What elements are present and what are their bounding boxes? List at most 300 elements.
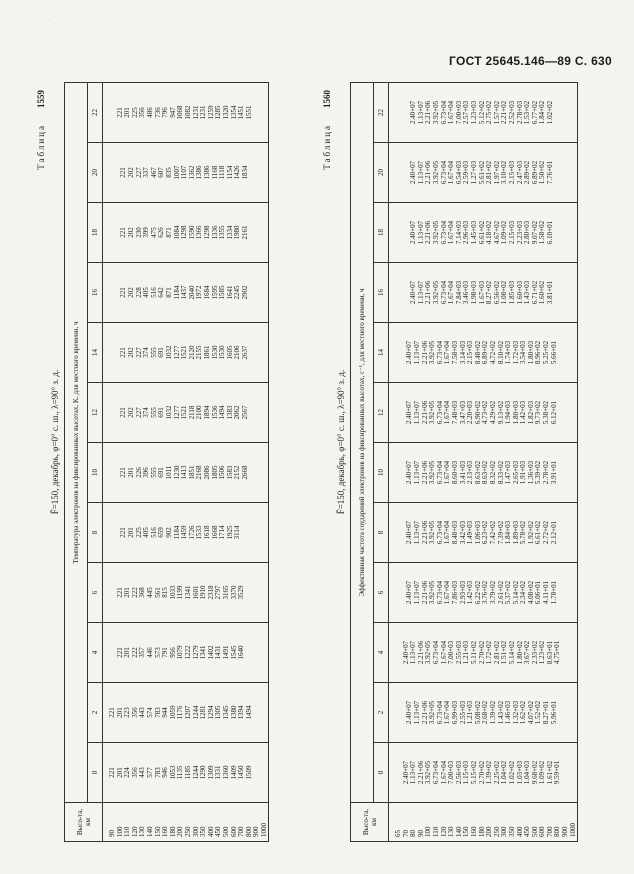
value-cell: 1207 — [183, 705, 192, 720]
value-cell: 2245 — [233, 285, 242, 300]
value-cell: 1068 — [176, 105, 185, 120]
value-cell: 2120 — [187, 345, 196, 360]
value-cell: 3.46+03 — [462, 280, 471, 305]
hour-header: 10 — [374, 443, 389, 503]
value-cell: 5.14+02 — [511, 580, 520, 605]
value-cell: 1.42+03 — [519, 400, 528, 425]
height-cell: 140 — [454, 826, 463, 837]
value-column — [389, 443, 578, 503]
value-cell: 1033 — [168, 585, 177, 600]
value-cell: 2.40+07 — [405, 340, 414, 365]
value-cell: 3.92+05 — [428, 580, 437, 605]
value-cell: 6.73+04 — [439, 160, 448, 185]
value-cell: 3.92+05 — [428, 400, 437, 425]
value-cell: 1426 — [233, 165, 242, 180]
hour-header: 0 — [88, 743, 103, 803]
value-column — [103, 143, 269, 203]
value-cell: 6.90+02 — [473, 400, 482, 425]
value-cell: 6.06+01 — [534, 580, 543, 605]
value-cell: 796 — [161, 107, 170, 118]
value-cell: 2902 — [240, 285, 249, 300]
value-cell: 7.58+03 — [450, 340, 459, 365]
value-cell: 1536 — [210, 405, 219, 420]
value-cell: 3114 — [233, 525, 242, 540]
value-cell: 227 — [134, 167, 143, 178]
hour-header: 4 — [374, 623, 389, 683]
value-cell: 2.21+06 — [420, 520, 429, 545]
value-cell: 1.03+03 — [515, 760, 524, 785]
value-cell: 374 — [142, 407, 151, 418]
height-cell: 80 — [409, 830, 418, 837]
value-cell: 5.12+02 — [477, 100, 486, 125]
value-cell: 1281 — [199, 705, 208, 720]
value-cell: 555 — [149, 347, 158, 358]
height-cell: 140 — [145, 826, 154, 837]
value-cell: 4.73+02 — [481, 400, 490, 425]
table-label: Таблица — [36, 124, 46, 170]
value-cell: 2.21+06 — [424, 100, 433, 125]
value-cell: 2567 — [240, 405, 249, 420]
value-cell: 6.89+02 — [481, 340, 490, 365]
value-cell: 871 — [164, 287, 173, 298]
value-cell: 2.21+02 — [500, 100, 509, 125]
value-cell: 1294 — [206, 705, 215, 720]
hour-header: 8 — [88, 503, 103, 563]
value-cell — [249, 205, 257, 260]
value-cell: 2.47+03 — [515, 160, 524, 185]
value-cell — [249, 505, 257, 560]
value-cell: 1.84+02 — [538, 100, 547, 125]
hour-header: 16 — [88, 263, 103, 323]
value-cell: 3.92+05 — [424, 640, 433, 665]
value-cell: 1380 — [229, 705, 238, 720]
value-cell: 405 — [142, 287, 151, 298]
value-cell: 1383 — [225, 405, 234, 420]
value-cell: 1521 — [180, 345, 189, 360]
value-cell: 2.75+02 — [485, 100, 494, 125]
value-cell: 1334 — [225, 225, 234, 240]
value-cell: 2797 — [214, 585, 223, 600]
value-cell: 221 — [119, 467, 128, 478]
value-cell: 1.06+03 — [473, 520, 482, 545]
value-cell: 2161 — [240, 225, 249, 240]
value-cell: 1.46+03 — [504, 700, 513, 725]
value-cell: 1.45+03 — [469, 220, 478, 245]
value-cell: 1.13+07 — [412, 700, 421, 725]
value-cell: 555 — [149, 467, 158, 478]
value-cell: 1.42+03 — [466, 580, 475, 605]
value-cell: 228 — [134, 287, 143, 298]
value-cell: 2.21+06 — [420, 700, 429, 725]
value-cell: 2.40+07 — [409, 160, 418, 185]
value-cell: 6.22+02 — [473, 580, 482, 605]
value-cell: 1409 — [229, 765, 238, 780]
value-cell: 443 — [138, 767, 147, 778]
value-cell: 4.72+02 — [488, 340, 497, 365]
value-cell: 1.78+01 — [549, 580, 558, 605]
value-cell — [261, 745, 269, 800]
value-cell: 5.14+02 — [507, 640, 516, 665]
height-cell: 300 — [500, 826, 509, 837]
value-cell: 1053 — [168, 765, 177, 780]
height-cell: 90 — [108, 830, 116, 837]
value-cell: 1.43+03 — [523, 280, 532, 305]
value-cell: 2152 — [233, 465, 242, 480]
value-cell: 1640 — [237, 645, 246, 660]
value-column — [103, 323, 269, 383]
value-cell: 3.81+01 — [545, 280, 554, 305]
value-cell: 1583 — [225, 465, 234, 480]
value-cell — [558, 325, 566, 380]
height-cell: 1000 — [568, 823, 577, 837]
value-cell — [253, 625, 261, 680]
height-cell: 350 — [507, 826, 516, 837]
value-cell: 1.84+03 — [504, 520, 513, 545]
value-cell: 3.10+02 — [500, 160, 509, 185]
value-cell: 2.12+01 — [549, 520, 558, 545]
value-cell: 5.39+02 — [534, 460, 543, 485]
height-cell: 600 — [229, 826, 238, 837]
value-cell: 1.49+03 — [466, 520, 475, 545]
value-cell — [554, 205, 562, 260]
table-1559-block — [36, 82, 269, 842]
value-cell: 1726 — [187, 525, 196, 540]
height-cell: 130 — [447, 826, 456, 837]
value-cell: 691 — [157, 407, 166, 418]
value-cell — [562, 625, 570, 680]
value-cell: 659 — [157, 527, 166, 538]
value-cell: 1.13+07 — [412, 340, 421, 365]
value-cell: 1259 — [206, 105, 215, 120]
value-cell: 1.21+03 — [462, 640, 471, 665]
value-cell: 3.92+05 — [428, 520, 437, 545]
value-cell: 3.41+03 — [458, 460, 467, 485]
value-cell: 1199 — [176, 585, 185, 600]
value-cell: 1.80+03 — [526, 340, 535, 365]
value-cell: 3.91+01 — [549, 460, 558, 485]
value-cell: 221 — [115, 107, 124, 118]
value-cell — [558, 445, 566, 500]
value-cell: 2.40+07 — [409, 220, 418, 245]
value-cell: 1618 — [202, 525, 211, 540]
value-cell: 1.72+03 — [511, 340, 520, 365]
height-cell: 180 — [168, 826, 177, 837]
value-cell: 1.02+02 — [545, 100, 554, 125]
value-cell: 2.56+03 — [454, 760, 463, 785]
value-cell: 202 — [126, 227, 135, 238]
value-cell: 1494 — [218, 405, 227, 420]
height-cell: 500 — [221, 826, 230, 837]
value-cell: 374 — [142, 347, 151, 358]
value-cell: 2.55+03 — [458, 700, 467, 725]
height-cell: 400 — [206, 826, 215, 837]
hour-header: 12 — [374, 383, 389, 443]
value-cell: 2.57+03 — [462, 100, 471, 125]
value-cell: 9.68+02 — [530, 760, 539, 785]
value-cell: 1.50+02 — [538, 160, 547, 185]
value-cell: 1668 — [210, 525, 219, 540]
value-cell: 9.73+02 — [534, 400, 543, 425]
value-cell: 3.42+03 — [458, 520, 467, 545]
value-cell: 1.61+02 — [545, 760, 554, 785]
value-cell: 1.13+07 — [416, 280, 425, 305]
value-cell: 1980 — [233, 225, 242, 240]
hour-header: 14 — [88, 323, 103, 383]
height-cell: 500 — [530, 826, 539, 837]
value-cell — [249, 145, 257, 200]
value-cell: 1309 — [206, 765, 215, 780]
value-cell: 5.78+02 — [519, 520, 528, 545]
value-cell — [562, 745, 570, 800]
value-cell: 2.72+02 — [542, 520, 551, 545]
value-cell: 1354 — [229, 105, 238, 120]
value-cell: 7.00+03 — [447, 760, 456, 785]
value-cell: 356 — [130, 767, 139, 778]
value-cell: 5.66+01 — [549, 340, 558, 365]
value-cell: 1386 — [195, 165, 204, 180]
value-cell: 2.55+03 — [454, 640, 463, 665]
value-cell: 4.29+02 — [488, 400, 497, 425]
height-cell: 160 — [469, 826, 478, 837]
value-cell: 1277 — [172, 345, 181, 360]
value-cell: 3.76+02 — [481, 580, 490, 605]
value-cell: 691 — [157, 467, 166, 478]
hour-header: 10 — [88, 443, 103, 503]
table-title — [36, 82, 50, 842]
value-cell: 356 — [138, 107, 147, 118]
value-cell: 2.40+07 — [409, 280, 418, 305]
value-cell: 8.60+03 — [450, 460, 459, 485]
hour-header: 22 — [374, 83, 389, 143]
value-cell: 1.97+02 — [492, 160, 501, 185]
table-label: Таблица — [322, 124, 332, 170]
value-cell: 1.67+04 — [447, 220, 456, 245]
value-cell: 1.67+04 — [443, 400, 452, 425]
value-cell: 1.57+02 — [492, 100, 501, 125]
value-cell: 1.43+02 — [496, 700, 505, 725]
height-cell: 100 — [424, 826, 433, 837]
value-cell: 1.23+03 — [469, 100, 478, 125]
value-cell: 2.20+03 — [466, 400, 475, 425]
value-cell: 1.04+02 — [500, 760, 509, 785]
value-column — [103, 203, 269, 263]
hour-header: 4 — [88, 623, 103, 683]
value-cell: 783 — [153, 707, 162, 718]
hour-header: 6 — [374, 563, 389, 623]
value-cell: 1925 — [225, 525, 234, 540]
value-cell: 6.23+02 — [481, 520, 490, 545]
value-cell: 2.61+02 — [496, 580, 505, 605]
value-cell: 8.63+02 — [481, 460, 490, 485]
value-cell: 871 — [164, 227, 173, 238]
value-cell: 642 — [157, 287, 166, 298]
value-cell: 6.73+04 — [435, 460, 444, 485]
value-cell: 561 — [153, 587, 162, 598]
value-cell: 2.59+03 — [462, 160, 471, 185]
value-cell: 1530 — [210, 345, 219, 360]
value-cell: 2.52+03 — [507, 100, 516, 125]
value-cell: 3.14+03 — [458, 340, 467, 365]
value-cell: 1.13+07 — [416, 220, 425, 245]
hour-header: 20 — [374, 143, 389, 203]
value-column — [389, 203, 578, 263]
height-cell: 900 — [252, 826, 261, 837]
value-cell: 221 — [119, 287, 128, 298]
value-cell: 1.32+03 — [511, 700, 520, 725]
value-cell: 1.23+02 — [538, 640, 547, 665]
value-cell: 2.89+02 — [523, 160, 532, 185]
value-cell: 201 — [126, 467, 135, 478]
value-cell: 1277 — [172, 405, 181, 420]
value-cell: 1.60+02 — [538, 280, 547, 305]
value-cell: 5.38+02 — [542, 400, 551, 425]
value-column — [389, 623, 578, 683]
value-cell: 573 — [153, 647, 162, 658]
value-cell: 1007 — [172, 165, 181, 180]
value-cell: 2.21+06 — [420, 400, 429, 425]
value-cell: 201 — [115, 707, 124, 718]
value-cell: 9.07+02 — [530, 220, 539, 245]
value-cell: 2.40+07 — [405, 520, 414, 545]
height-cell: 70 — [401, 830, 410, 837]
value-cell — [558, 685, 566, 740]
value-cell: 791 — [161, 647, 170, 658]
value-cell: 2086 — [202, 465, 211, 480]
value-cell: 201 — [123, 107, 132, 118]
value-cell: 1244 — [191, 705, 200, 720]
value-cell: 9.13+02 — [496, 400, 505, 425]
value-cell: 201 — [123, 587, 132, 598]
value-cell: 2.81+02 — [492, 640, 501, 665]
value-cell: 1244 — [191, 765, 200, 780]
table-row — [103, 83, 269, 842]
value-cell: 1298 — [202, 225, 211, 240]
value-cell: 3.92+05 — [424, 760, 433, 785]
value-cell: 2155 — [195, 345, 204, 360]
value-cell: 2.40+07 — [401, 760, 410, 785]
table-caption: F̄=150, декабрь, φ=0° с. ш., λ=90° з. д. — [50, 369, 60, 515]
value-cell: 516 — [149, 287, 158, 298]
value-cell: 2062 — [233, 405, 242, 420]
value-cell: 1279 — [191, 645, 200, 660]
value-cell: 1910 — [199, 585, 208, 600]
value-cell: 222 — [130, 587, 139, 598]
value-cell: 1222 — [183, 645, 192, 660]
value-cell: 3.47+03 — [458, 400, 467, 425]
value-cell: 6.73+04 — [439, 280, 448, 305]
value-cell: 1107 — [180, 165, 189, 180]
height-column — [389, 803, 578, 842]
value-cell: 1451 — [237, 105, 246, 120]
height-cell: 180 — [477, 826, 486, 837]
value-cell: 202 — [126, 407, 135, 418]
value-cell: 1.74+03 — [504, 340, 513, 365]
value-cell: 5.96+01 — [549, 700, 558, 725]
height-cell: 800 — [244, 826, 253, 837]
value-cell: 1851 — [187, 465, 196, 480]
value-column — [389, 743, 578, 803]
value-cell: 1861 — [202, 345, 211, 360]
value-cell: 2.23+03 — [515, 220, 524, 245]
value-cell: 221 — [115, 647, 124, 658]
value-cell: 1231 — [199, 105, 208, 120]
value-cell: 1450 — [237, 765, 246, 780]
value-cell: 5.25+02 — [542, 340, 551, 365]
value-cell: 2.21+06 — [416, 640, 425, 665]
value-cell: 1360 — [221, 765, 230, 780]
value-cell: 445 — [145, 587, 154, 598]
value-cell: 486 — [145, 107, 154, 118]
value-cell: 2.40+07 — [405, 460, 414, 485]
value-cell: 736 — [153, 107, 162, 118]
value-cell: 202 — [126, 287, 135, 298]
value-cell: 224 — [123, 767, 132, 778]
value-cell: 2.40+07 — [405, 580, 414, 605]
value-cell: 3.92+05 — [428, 700, 437, 725]
value-cell: 6.12+01 — [549, 400, 558, 425]
value-cell: 1509 — [244, 765, 253, 780]
value-cell: 1.13+07 — [412, 400, 421, 425]
value-cell: 1601 — [191, 585, 200, 600]
value-cell: 1641 — [225, 285, 234, 300]
value-cell: 1595 — [210, 285, 219, 300]
value-cell: 1714 — [218, 525, 227, 540]
value-cell: 7.00+03 — [447, 640, 456, 665]
value-cell: 2.40+07 — [405, 700, 414, 725]
value-cell: 6.61+02 — [534, 520, 543, 545]
value-cell: 8.10+02 — [496, 340, 505, 365]
value-cell: 815 — [161, 587, 170, 598]
value-cell: 2.21+06 — [424, 220, 433, 245]
height-cell: 1000 — [259, 823, 268, 837]
value-cell: 2.78+02 — [542, 460, 551, 485]
value-cell: 230 — [134, 227, 143, 238]
value-cell: 2.96+03 — [462, 220, 471, 245]
value-cell: 221 — [119, 347, 128, 358]
value-cell: 1.09+02 — [500, 220, 509, 245]
value-cell — [253, 565, 261, 620]
value-cell: 1.15+03 — [462, 760, 471, 785]
value-cell: 1551 — [244, 105, 253, 120]
value-cell: 1.36+03 — [526, 460, 535, 485]
value-cell: 1386 — [202, 165, 211, 180]
hour-header: 2 — [374, 683, 389, 743]
value-cell: 1320 — [221, 105, 230, 120]
height-cell: 130 — [138, 826, 147, 837]
value-cell: 6.56+02 — [492, 280, 501, 305]
value-cell: 222 — [130, 647, 139, 658]
value-cell: 2.68+02 — [481, 700, 490, 725]
value-cell: 2.21+06 — [420, 580, 429, 605]
value-cell: 1.67+04 — [443, 520, 452, 545]
value-cell: 1.67+04 — [439, 760, 448, 785]
value-cell: 1331 — [214, 765, 223, 780]
value-cell: 3.92+05 — [431, 220, 440, 245]
value-cell — [554, 145, 562, 200]
value-cell: 1684 — [202, 285, 211, 300]
value-cell: 1362 — [187, 165, 196, 180]
value-cell: 1.13+07 — [412, 520, 421, 545]
value-cell: 1437 — [180, 285, 189, 300]
value-cell: 2.70+02 — [477, 760, 486, 785]
value-cell: 202 — [126, 167, 135, 178]
value-cell: 221 — [119, 227, 128, 238]
value-column — [103, 83, 269, 143]
value-cell: 1431 — [214, 645, 223, 660]
height-cell: 450 — [523, 826, 532, 837]
value-cell: 1032 — [164, 345, 173, 360]
value-cell: 2.70+02 — [477, 640, 486, 665]
